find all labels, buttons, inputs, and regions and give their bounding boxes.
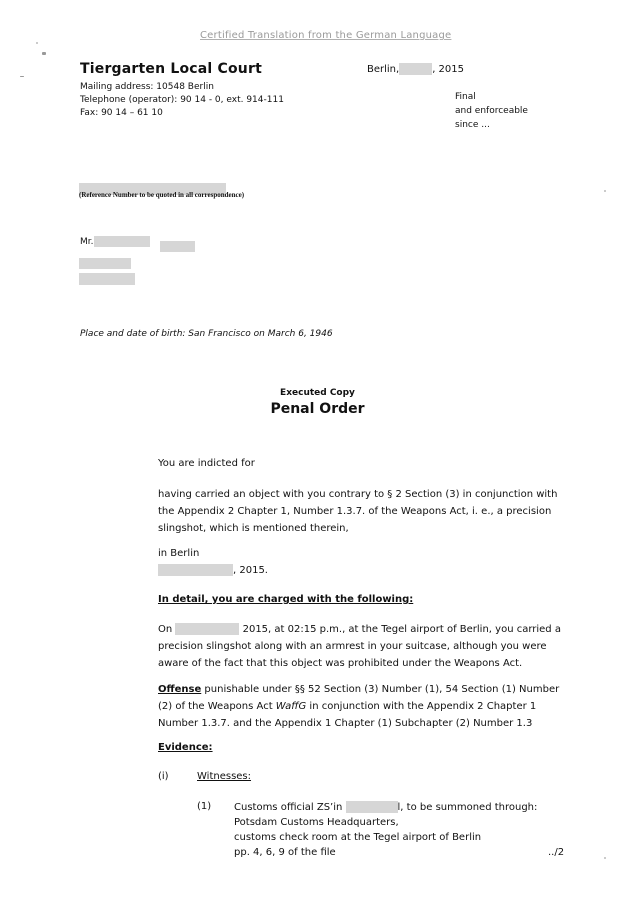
- detail-on: On: [158, 624, 173, 635]
- detail-line: [158, 621, 566, 638]
- date-line: [367, 63, 464, 75]
- offense-line-2-post: in conjunction with the Appendix 2 Chapter 1: [306, 701, 537, 712]
- detail-line: precision slingshot along with an armrest in your suitcase, although you were: [158, 641, 547, 652]
- fax: Fax: 90 14 – 61 10: [80, 108, 163, 118]
- date-city: Berlin,: [367, 64, 400, 75]
- redacted-offense-date: [158, 564, 233, 576]
- scan-speck: [36, 42, 38, 44]
- detail-line: aware of the fact that this object was prohibited under the Weapons Act.: [158, 658, 523, 669]
- court-name: Tiergarten Local Court: [80, 61, 262, 77]
- redacted-name-1: [94, 236, 150, 247]
- evidence-heading: Evidence:: [158, 742, 213, 753]
- reference-note: (Reference Number to be quoted in all correspondence): [79, 191, 245, 199]
- charge-line: having carried an object with you contrary to § 2 Section (3) in conjunction with: [158, 489, 558, 500]
- indictment-intro: You are indicted for: [158, 458, 255, 469]
- offense-line: Number 1.3.7. and the Appendix 1 Chapter (1) Subchapter (2) Number 1.3: [158, 718, 533, 729]
- offense-line: [158, 681, 566, 698]
- redacted-name-2: [160, 236, 195, 255]
- witnesses-heading: Witnesses:: [197, 771, 252, 782]
- copy-type: Executed Copy: [280, 388, 355, 398]
- finality-line-1: Final: [455, 92, 476, 102]
- witness-suffix: l, to be summoned through:: [397, 802, 538, 813]
- telephone: Telephone (operator): 90 14 - 0, ext. 914-111: [80, 95, 284, 105]
- certification-stamp: Certified Translation from the German Language: [200, 30, 452, 41]
- redacted-witness-name: [346, 801, 398, 813]
- redacted-address-2: [79, 268, 135, 287]
- charge-paragraph: [158, 486, 566, 537]
- location-date: [158, 564, 268, 576]
- detail-heading: In detail, you are charged with the following:: [158, 594, 414, 605]
- weapons-act-abbr: WaffG: [275, 701, 307, 712]
- scan-speck: [20, 76, 24, 77]
- date-year: , 2015: [432, 64, 465, 75]
- witness-line-3: customs check room at the Tegel airport of Berlin: [234, 832, 482, 843]
- recipient-name: [80, 236, 150, 247]
- offense-label: Offense: [158, 684, 202, 695]
- location-date-suffix: , 2015.: [233, 565, 268, 576]
- witness-line-4: pp. 4, 6, 9 of the file: [234, 847, 336, 858]
- redacted-detail-date: [175, 623, 239, 635]
- mailing-address: Mailing address: 10548 Berlin: [80, 82, 214, 92]
- offense-line: [158, 698, 566, 715]
- witness-prefix: Customs official ZS’in: [234, 802, 343, 813]
- offense-paragraph: [158, 681, 566, 732]
- witness-line-2: Potsdam Customs Headquarters,: [234, 817, 399, 828]
- charge-line: the Appendix 2 Chapter 1, Number 1.3.7. of the Weapons Act, i. e., a precision: [158, 506, 552, 517]
- finality-line-2: and enforceable: [455, 106, 528, 116]
- finality-line-3: since ...: [455, 120, 490, 130]
- detail-line-1: 2015, at 02:15 p.m., at the Tegel airport of Berlin, you carried a: [242, 624, 561, 635]
- charge-line: slingshot, which is mentioned therein,: [158, 523, 349, 534]
- scan-speck: [604, 857, 606, 859]
- scan-speck: [42, 52, 46, 55]
- birth-info: Place and date of birth: San Francisco on March 6, 1946: [80, 329, 333, 339]
- redacted-date: [399, 63, 432, 75]
- offense-line-1: punishable under §§ 52 Section (3) Number (1), 54 Section (1) Number: [201, 684, 560, 695]
- location: in Berlin: [158, 548, 200, 559]
- witness-line-1: [234, 801, 537, 813]
- witness-number: (1): [197, 801, 212, 812]
- page-continuation: ../2: [548, 847, 565, 858]
- offense-line-2-pre: (2) of the Weapons Act: [158, 701, 276, 712]
- scan-speck: [604, 190, 606, 192]
- salutation: Mr.: [80, 237, 94, 247]
- witness-index: (i): [158, 771, 169, 782]
- detail-paragraph: [158, 621, 566, 672]
- document-title: Penal Order: [270, 401, 365, 417]
